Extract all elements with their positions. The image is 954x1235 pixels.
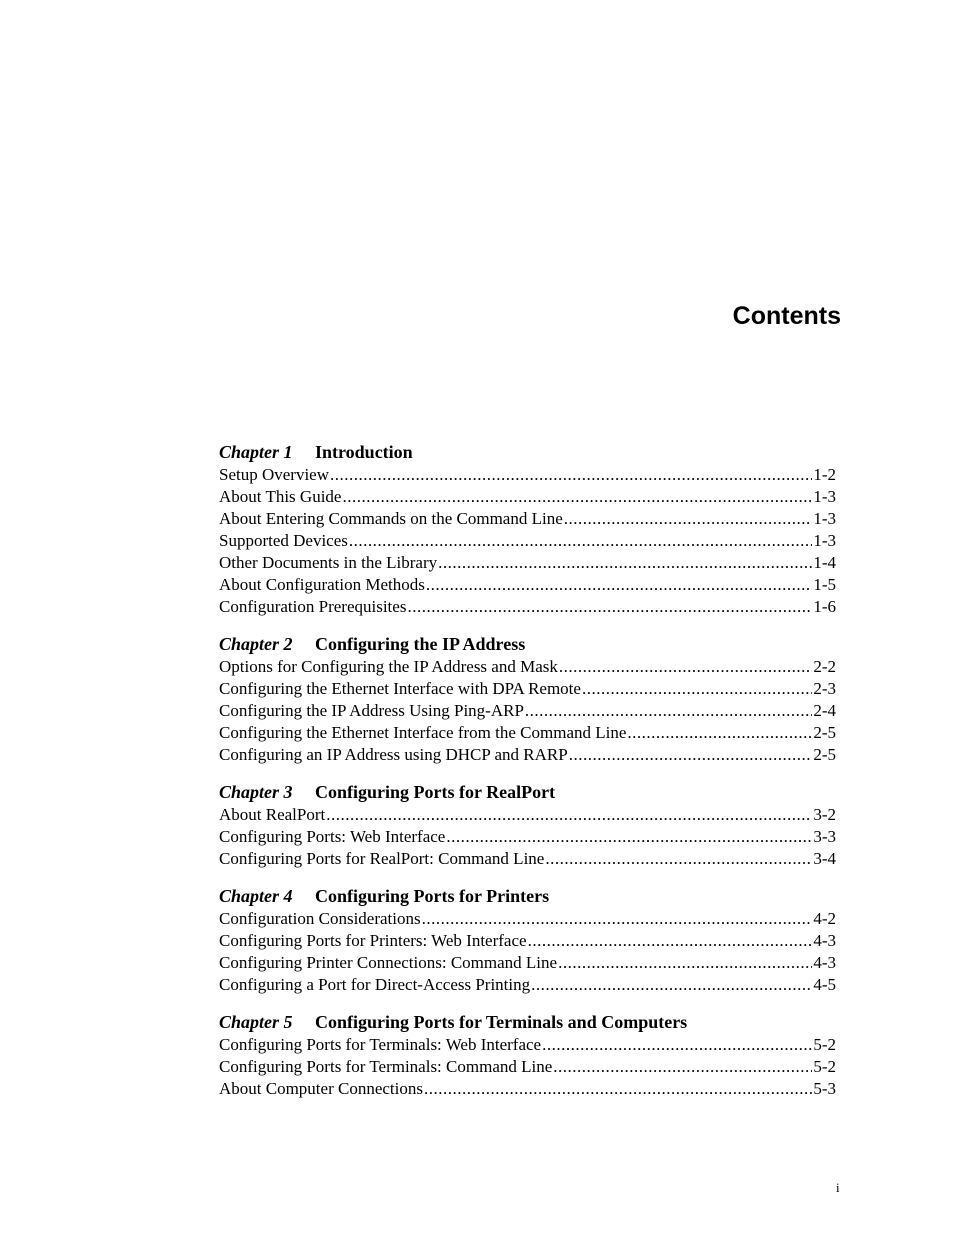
toc-entry-page: 1-3 xyxy=(813,509,836,528)
toc-entry-title: Configuring a Port for Direct-Access Printing xyxy=(219,975,531,994)
toc-entry-page: 1-5 xyxy=(813,575,836,594)
toc-entry-title: Configuring Ports for Terminals: Command Line xyxy=(219,1057,553,1076)
toc-entry-page: 1-2 xyxy=(813,465,836,484)
dot-leader xyxy=(422,908,813,930)
toc-entry[interactable] xyxy=(219,596,836,618)
toc-entry-title: Other Documents in the Library xyxy=(219,553,438,572)
dot-leader xyxy=(531,974,812,996)
chapter-title: Configuring Ports for RealPort xyxy=(315,782,556,802)
dot-leader xyxy=(349,530,812,552)
toc-entry-title: Options for Configuring the IP Address and Mask xyxy=(219,657,558,676)
dot-leader xyxy=(553,1056,812,1078)
dot-leader xyxy=(558,952,812,974)
toc-entry-page: 4-3 xyxy=(813,931,836,950)
chapter-heading xyxy=(219,780,836,804)
toc-entry-page: 5-2 xyxy=(813,1035,836,1054)
toc-entry-page: 2-3 xyxy=(813,679,836,698)
chapter-heading xyxy=(219,884,836,908)
toc-entry-title: Configuration Considerations xyxy=(219,909,421,928)
dot-leader xyxy=(545,848,812,870)
toc-entry[interactable] xyxy=(219,804,836,826)
toc-entry[interactable] xyxy=(219,486,836,508)
toc-entry[interactable] xyxy=(219,930,836,952)
dot-leader xyxy=(330,464,812,486)
dot-leader xyxy=(542,1034,812,1056)
dot-leader xyxy=(407,596,812,618)
toc-entry[interactable] xyxy=(219,744,836,766)
toc-chapter xyxy=(219,632,836,766)
dot-leader xyxy=(582,678,812,700)
toc-entry-title: About Configuration Methods xyxy=(219,575,425,594)
toc-entry[interactable] xyxy=(219,464,836,486)
toc-entry-page: 1-6 xyxy=(813,597,836,616)
chapter-title: Configuring the IP Address xyxy=(315,634,526,654)
toc-entry-page: 1-4 xyxy=(813,553,836,572)
dot-leader xyxy=(627,722,812,744)
toc-entry-title: Configuring Ports: Web Interface xyxy=(219,827,446,846)
toc-entry[interactable] xyxy=(219,908,836,930)
toc-entry-page: 3-3 xyxy=(813,827,836,846)
toc-entry-title: Configuring Ports for Printers: Web Interface xyxy=(219,931,527,950)
toc-entry[interactable] xyxy=(219,552,836,574)
dot-leader xyxy=(424,1078,812,1100)
toc-entry-title: About Entering Commands on the Command Line xyxy=(219,509,563,528)
chapter-label: Chapter 2 xyxy=(219,634,293,654)
dot-leader xyxy=(528,930,813,952)
toc-entry-page: 3-2 xyxy=(813,805,836,824)
dot-leader xyxy=(559,656,812,678)
toc-entry-title: Supported Devices xyxy=(219,531,348,550)
dot-leader xyxy=(342,486,812,508)
toc-entry-page: 2-5 xyxy=(813,745,836,764)
chapter-label: Chapter 4 xyxy=(219,886,293,906)
toc-entry-title: Configuration Prerequisites xyxy=(219,597,407,616)
toc-entry[interactable] xyxy=(219,722,836,744)
page-number: i xyxy=(836,1180,840,1195)
dot-leader xyxy=(564,508,813,530)
toc-entry[interactable] xyxy=(219,974,836,996)
toc-entry[interactable] xyxy=(219,678,836,700)
toc-entry[interactable] xyxy=(219,1056,836,1078)
toc-entry-page: 2-4 xyxy=(813,701,836,720)
dot-leader xyxy=(525,700,812,722)
dot-leader xyxy=(426,574,812,596)
toc-entry[interactable] xyxy=(219,656,836,678)
toc-entry[interactable] xyxy=(219,1078,836,1100)
toc-entry-page: 5-3 xyxy=(813,1079,836,1098)
toc-entry[interactable] xyxy=(219,574,836,596)
table-of-contents xyxy=(219,440,836,1114)
chapter-label: Chapter 3 xyxy=(219,782,293,802)
toc-entry-title: Configuring the Ethernet Interface from the Command Line xyxy=(219,723,627,742)
toc-entry[interactable] xyxy=(219,700,836,722)
chapter-label: Chapter 1 xyxy=(219,442,293,462)
toc-entry-title: About This Guide xyxy=(219,487,342,506)
toc-entry[interactable] xyxy=(219,508,836,530)
toc-entry-title: Configuring Ports for RealPort: Command Line xyxy=(219,849,545,868)
page-title: Contents xyxy=(732,302,841,330)
dot-leader xyxy=(446,826,812,848)
chapter-heading xyxy=(219,440,836,464)
toc-chapter xyxy=(219,1010,836,1100)
toc-entry[interactable] xyxy=(219,952,836,974)
toc-entry[interactable] xyxy=(219,530,836,552)
toc-entry[interactable] xyxy=(219,826,836,848)
toc-entry[interactable] xyxy=(219,848,836,870)
dot-leader xyxy=(569,744,813,766)
toc-entry-page: 4-3 xyxy=(813,953,836,972)
dot-leader xyxy=(438,552,812,574)
chapter-title: Configuring Ports for Terminals and Computers xyxy=(315,1012,688,1032)
toc-entry-title: Configuring the IP Address Using Ping-ARP xyxy=(219,701,524,720)
toc-entry-title: About Computer Connections xyxy=(219,1079,423,1098)
toc-entry-page: 1-3 xyxy=(813,487,836,506)
toc-entry-title: Configuring an IP Address using DHCP and RARP xyxy=(219,745,568,764)
toc-chapter xyxy=(219,780,836,870)
dot-leader xyxy=(326,804,812,826)
toc-entry-page: 2-5 xyxy=(813,723,836,742)
toc-entry-title: About RealPort xyxy=(219,805,326,824)
toc-entry-title: Configuring the Ethernet Interface with DPA Remote xyxy=(219,679,581,698)
toc-entry-page: 4-2 xyxy=(813,909,836,928)
toc-entry-title: Configuring Ports for Terminals: Web Interface xyxy=(219,1035,542,1054)
toc-chapter xyxy=(219,440,836,618)
toc-entry-page: 5-2 xyxy=(813,1057,836,1076)
chapter-title: Introduction xyxy=(315,442,413,462)
toc-entry-page: 2-2 xyxy=(813,657,836,676)
toc-entry-title: Setup Overview xyxy=(219,465,330,484)
toc-entry-title: Configuring Printer Connections: Command Line xyxy=(219,953,558,972)
chapter-heading xyxy=(219,1010,836,1034)
toc-chapter xyxy=(219,884,836,996)
toc-entry-page: 3-4 xyxy=(813,849,836,868)
chapter-label: Chapter 5 xyxy=(219,1012,293,1032)
toc-entry[interactable] xyxy=(219,1034,836,1056)
chapter-title: Configuring Ports for Printers xyxy=(315,886,550,906)
chapter-heading xyxy=(219,632,836,656)
toc-entry-page: 1-3 xyxy=(813,531,836,550)
toc-entry-page: 4-5 xyxy=(813,975,836,994)
